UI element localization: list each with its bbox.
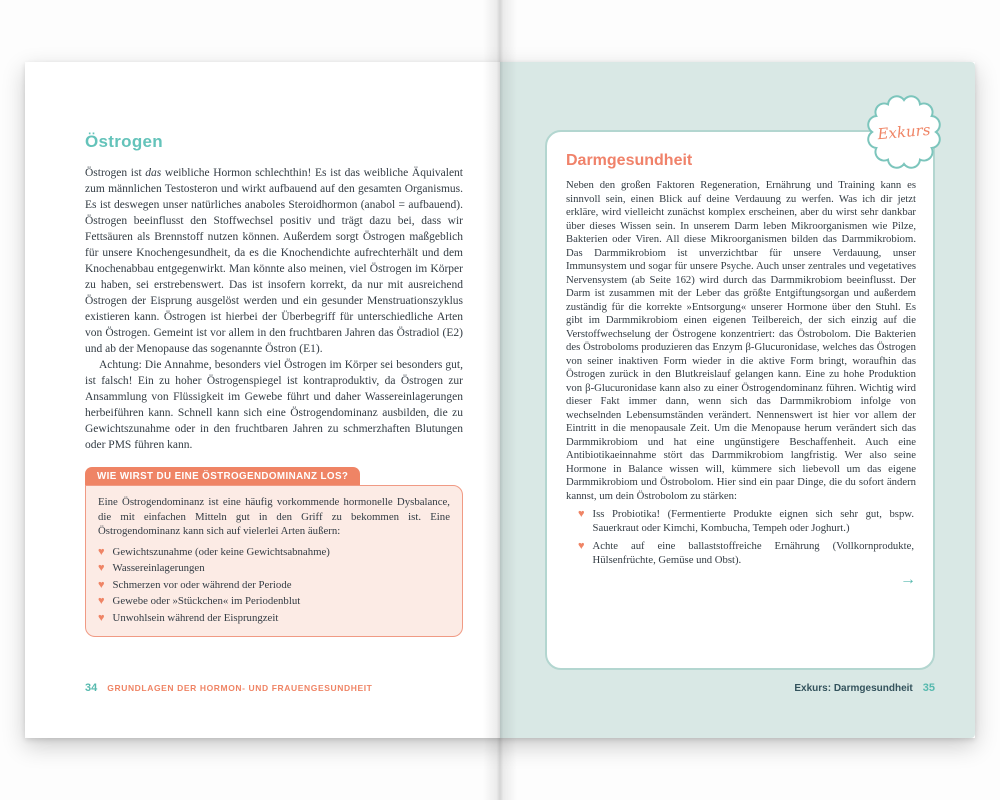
list-item [98, 560, 450, 577]
info-box-title: WIE WIRST DU EINE ÖSTROGENDOMINANZ LOS? [85, 467, 360, 485]
list-item [98, 544, 450, 561]
list-item-text: Unwohlsein während der Eisprungzeit [112, 611, 279, 624]
heart-icon: ♥ [578, 508, 585, 520]
list-item [578, 508, 914, 535]
left-page [25, 62, 500, 738]
exkurs-content-box [545, 130, 935, 670]
page-number: 35 [922, 682, 935, 694]
right-page [500, 62, 975, 738]
list-item-text: Achte auf eine ballaststoffreiche Ernährung (Vollkornprodukte, Hülsenfrüchte, Gemüse und Obst). [592, 540, 914, 566]
list-item-text: Gewichtszunahme (oder keine Gewichtsabnahme) [112, 545, 330, 558]
symptom-list [98, 544, 450, 627]
heart-icon: ♥ [98, 578, 105, 591]
tips-list [566, 508, 916, 567]
list-item [578, 540, 914, 567]
badge-label: Exkurs [876, 120, 932, 144]
italic-word: das [145, 167, 162, 179]
heart-icon: ♥ [98, 562, 105, 574]
list-item-text: Iss Probiotika! (Fermentierte Produkte eignen sich sehr gut, bspw. Sauerkraut oder Kimchi, Kombucha, Tempeh oder Joghurt.) [592, 508, 914, 534]
list-item [98, 577, 450, 594]
list-item-text: Schmerzen vor oder während der Periode [112, 578, 292, 591]
heart-icon: ♥ [98, 595, 105, 607]
list-item-text: Wassereinlagerungen [112, 562, 205, 574]
oestrogendominanz-info-box [85, 466, 463, 637]
arrow-icon: → [900, 571, 916, 588]
left-page-footer [85, 682, 372, 694]
paragraph-achtung: Achtung: Die Annahme, besonders viel Östrogen im Körper sei besonders gut, ist falsch! Ein zu hoher Östrogenspiegel ist kontraproduktiv, da Östrogen zur Ansammlung von Flüssigkeit im Gewebe führt und daher Wassereinlagerungen herbeiführen kann. Schnell kann sich eine Östrogendominanz ausbilden, die zu Gewichtszunahme oder in den fruchtbaren Jahren zu schmerzhaften Blutungen oder PMS führen kann. [85, 359, 463, 451]
exkurs-paragraph: Neben den großen Faktoren Regeneration, Ernährung und Training kann es sinnvoll sein, einen Blick auf deine Verdauung zu werfen. Was ich dir jetzt erkläre, wird vielleicht zunächst komplex erscheinen, aber du wirst sehr dankbar über dieses Wissen sein. In unserem Darm leben Mikroorganismen wie Pilze, Bakterien oder Viren. All diese Mikroorganismen bilden das Darmmikrobiom. Das Darmmikrobiom ist unverzichtbar für unsere Verdauung, unser Immunsystem und sogar für unsere Psyche. Auch unser zentrales und vegetatives Nervensystem (ab Seite 162) wird durch das Darmmikrobiom beeinflusst. Der Darm ist zusammen mit der Leber das größte Entgiftungsorgan und außerdem zuständig für die korrekte »Entsorgung« unserer Hormone über den Stuhl. Es gibt im Darmmikrobiom einen eigenen Teilbereich, der sich einzig auf die Verstoffwechselung der Östrogene konzentriert: das Östrobolom. Die Bakterien des Östroboloms produzieren das Enzym β-Glucuronidase, welches das Östrogen von seiner inaktiven Form wieder in die aktive Form bringt, woraufhin das Östrogen zurück in den Blutkreislauf gelangen kann. Eine zu hohe Produktion von β-Glucuronidase kann also zu einer Östrogendominanz führen. Wichtig wird dieser Fakt immer dann, wenn sich das Darmmikrobiom infolge von wechselnden Lebensumständen verändert. Nennenswert ist hier vor allem der Eintritt in die menopausale Zeit. Um die Menopause herum verändert sich das Darmmikrobiom und hat eine ungünstigere Beschaffenheit. Auch eine Antibiotikaeinnahme stört das Darmmikrobiom langfristig. Wer also seine Hormone in Balance wissen will, kümmere sich liebevoll um das eigene Darmmikrobiom und Östrobolom. Hier sind ein paar Dinge, die du sofort ändern kannst, um dein Östrobolom zu stärken: [566, 179, 916, 502]
list-item-text: Gewebe oder »Stückchen« im Periodenblut [112, 595, 301, 607]
heart-icon: ♥ [578, 540, 585, 552]
paragraph-oestrogen-intro [85, 165, 463, 357]
info-box-body [85, 485, 463, 637]
paragraph-text: weibliche Hormon schlechthin! Es ist das weibliche Äquivalent zum männlichen Testosteron und wirkt aufbauend auf den gesamten Organismus. Es ist deswegen unser natürliches anaboles Steroidhormon (anabol = aufbauend). Östrogen beeinflusst den Stoffwechsel positiv und trägt dazu bei, dass wir Fettsäuren als Brennstoff nutzen können. Außerdem sorgt Östrogen maßgeblich für unsere Knochengesundheit, da es die Knochendichte aufrechterhält und dem Knochenabbau entgegenwirkt. Man könnte also meinen, viel Östrogen im Körper zu haben, sei erstrebenswert. Das ist insofern korrekt, da nur mit ausreichend Östrogen der Eisprung ausgelöst werden und ein gesunder Menstruationszyklus existieren kann. Östrogen ist hierbei der Überbegriff für unterschiedliche Arten von Östrogen. Gemeint ist vor allem in den fruchtbaren Jahren das Östradiol (E2) und ab der Menopause das sogenannte Östron (E1). [85, 167, 463, 355]
paragraph-text: Östrogen ist [85, 167, 146, 179]
heart-icon: ♥ [98, 545, 105, 558]
list-item [98, 593, 450, 610]
open-book [25, 62, 975, 738]
page-title: Östrogen [85, 132, 163, 151]
chapter-title: GRUNDLAGEN DER HORMON- UND FRAUENGESUNDHEIT [107, 683, 373, 693]
list-item [98, 610, 450, 627]
right-page-footer [794, 682, 935, 694]
heart-icon: ♥ [98, 611, 105, 624]
exkurs-title: Darmgesundheit [566, 152, 693, 169]
page-number: 34 [85, 682, 98, 694]
running-header: Exkurs: Darmgesundheit [794, 683, 913, 694]
info-box-intro: Eine Östrogendominanz ist eine häufig vorkommende hormonelle Dysbalance, die mit einfachen Mitteln gut in den Griff zu bekommen ist. Eine Östrogendominanz kann sich auf vielerlei Arten äußern: [98, 496, 450, 537]
continuation-indicator [566, 571, 916, 589]
exkurs-badge [866, 94, 942, 170]
